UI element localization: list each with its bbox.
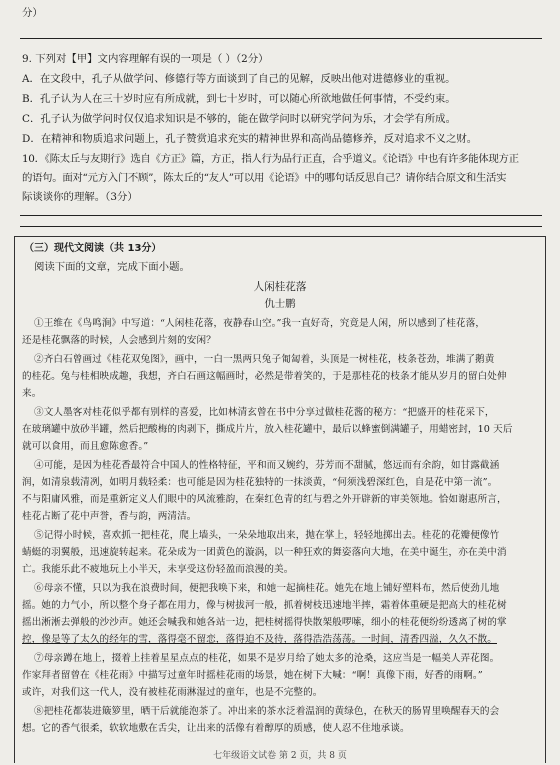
paragraph-line: 就可以食用，而且愈陈愈香。” [22,441,149,452]
article-title: 人闲桂花落 [253,281,307,293]
article-author: 仇士鹏 [264,298,296,310]
question-10-line: 10．《陈太丘与友期行》选自《方正》篇，方正，指人行为品行正直，合乎道义。《论语》中也有许多能体现方正 [22,153,519,165]
paragraph-line: ⑧把桂花都装进簸箩里，晒干后就能泡茶了。冲出来的茶水泛着温润的黄绿色，在秋天的肠胃里唤醒春天的会 [34,706,500,717]
option-b: B．孔子认为人在三十岁时应有所成就，到七十岁时，可以随心所欲地做任何事情，不受约束。 [22,93,456,105]
answer-line [20,38,542,39]
page-footer: 七年级语文试卷 第 2 页，共 8 页 [213,751,347,761]
paragraph-line: ⑥母亲不懂，只以为我在浪费时间，便把我唤下来，和她一起摘桂花。她先在地上铺好塑料布，然后使劲儿地 [34,583,500,594]
option-c: C．孔子认为做学问时仅仅追求知识是不够的，能在做学问时以研究学问为乐，才会学有所成。 [22,113,456,125]
paragraph-line: ①王维在《鸟鸣涧》中写道：“人闲桂花落，夜静春山空。”我一直好奇，究竟是人闲，所以感到了桂花落， [34,318,486,329]
top-fragment: 分） [22,7,43,19]
paragraph-line: ②齐白石曾画过《桂花双兔图》，画中，一白一黑两只兔子匍匐着，头顶是一树桂花，枝条苍劲，堆满了鹅黄 [34,354,495,365]
answer-line [20,215,542,216]
paragraph-line: 润，如清泉载清冽，如明月载轻柔：也可能是因为桂花独特的一抹淡黄，“何须浅碧深红色，自是花中第一流”。 [22,477,498,488]
paragraph-line: 摇出淅淅去弹般的沙沙声。她还会喊我和她各站一边，把桂树摇得快散架般啰嗦，细小的桂花便纷纷透离了树的掌 [22,617,507,628]
paragraph-line: 摇。她的力气小，所以整个身子都在用力，像与树拔河一般，抓着树枝迅速地半摔，霜着体重硬是把高大的桂花树 [22,600,507,611]
paragraph-line: ④可能，是因为桂花香最符合中国人的性格特征，平和而又婉约，芬芳而不甜腻，悠远而有余韵，如甘露截涵 [34,460,500,471]
paragraph-line: ③文人墨客对桂花似乎都有别样的喜爱，比如林清玄曾在书中分享过做桂花酱的秘方：“把盛开的桂花采下， [34,407,495,418]
option-d: D．在精神和物质追求问题上，孔子赞赏追求充实的精神世界和高尚品德修养，反对追求不义之财。 [22,133,478,145]
paragraph-line: 来。 [22,388,42,399]
paragraph-line: 不与阳庸风雅，而是重新定义人们眼中的风流雅韵，在秦红色青的红与碧之外开辟新的审美领地。恰如谢惠所言， [22,494,507,505]
underlined-sentence: 控，像是等了太久的经年的雪，落得毫不留恋，落得迫不及待，落得浩浩荡荡。一时间，清香四溢，久久不散。 [22,634,497,645]
question-9-stem: 9. 下列对【甲】文内容理解有误的一项是（ ）（2分） [22,53,269,65]
paragraph-line: 在玻璃罐中放砂半罐，然后把酸梅的肉剥下，撕成片片，放入桂花罐中，最后以蜂蜜倒满罐子，用蜡密封，10 天后 [22,424,513,435]
paragraph-line: ⑤记得小时候，喜欢抓一把桂花，爬上墙头，一朵朵地取出来，抛在掌上，轻轻地掷出去。桂花的花瓣便像竹 [34,530,500,541]
paragraph-line: 作家拜者留曾在《桂花雨》中描写过童年时摇桂花雨的场景，她在树下大喊：“啊！真像下雨，好香的雨啊。” [22,670,483,681]
answer-line [20,226,542,227]
question-10-line: 的语句。面对“元方入门不顾”，陈太丘的“友人”可以用《论语》中的哪句话反思自己？请你结合原文和生活实 [22,172,507,184]
paragraph-line: 桂花占断了花中声誉，香与韵，两清洁。 [22,511,197,522]
paragraph-line: 的桂花。兔与桂相映成趣，我想，齐白石画这幅画时，必然是带着笑的，于是那桂花的枝条才能从岁月的留白处伸 [22,371,507,382]
paragraph-line: 蜻蜓的羽翼般，迅速旋转起来。花朵成为一团黄色的漩涡，以一种狂欢的舞姿落向大地，在美中诞生，亦在美中消 [22,547,507,558]
paragraph-line: ⑦母亲蹲在地上，掇着上挂着星星点点的桂花，如果不是岁月给了她太多的沧桑，这应当是一幅美人弄花图。 [34,653,500,664]
paragraph-line: 亡。我能乐此不疲地玩上小半天，未享受这份轻盈而浪漫的美。 [22,564,294,575]
paragraph-line: 还是桂花飘落的时候，人会感到片刻的安闲？ [22,335,216,346]
question-10-line: 际谈谈你的理解。（3分） [22,191,138,203]
section-instruction: 阅读下面的文章，完成下面小题。 [34,261,190,273]
paragraph-line: 想。它的香气很柔，软软地敷在舌尖，让出来的活像有着醇厚的质感，使人忍不住地承谈。 [22,723,410,734]
section-title: （三）现代文阅读（共 13分） [24,243,162,254]
paragraph-line: 或许，对我们这一代人，没有被桂花雨淋湿过的童年，也是不完整的。 [22,687,323,698]
option-a: A．在文段中，孔子从做学问、修德行等方面谈到了自己的见解，反映出他对进德修业的重视。 [22,73,456,85]
